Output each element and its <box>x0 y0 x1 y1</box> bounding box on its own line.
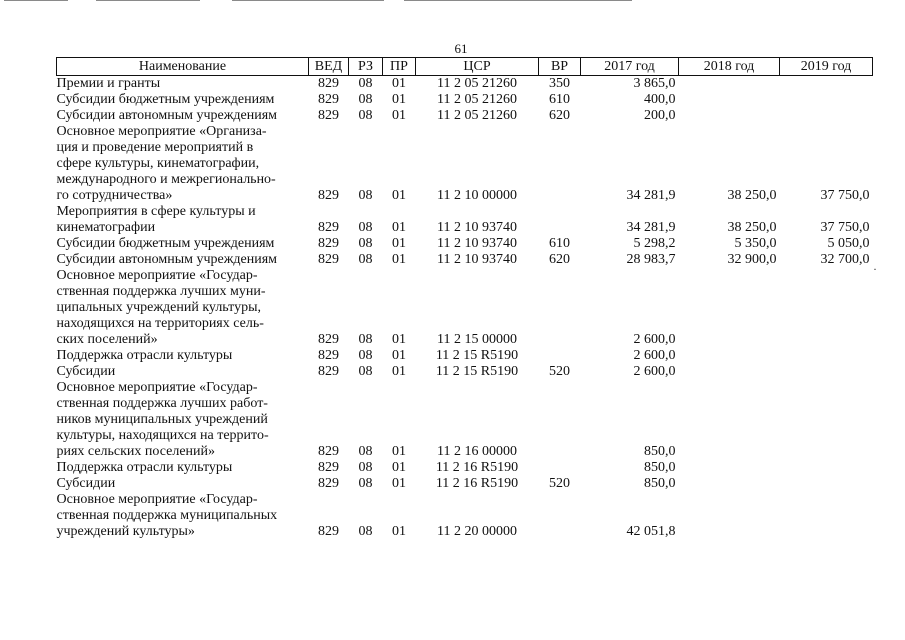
table-body <box>57 76 873 541</box>
cell-pr: 01 <box>392 332 406 347</box>
cell-y2017: 850,0 <box>644 476 676 491</box>
cell-ved: 829 <box>318 188 339 203</box>
cell-y2017: 200,0 <box>644 108 676 123</box>
cell-y2019 <box>780 364 873 380</box>
table-row <box>57 476 873 492</box>
cell-y2017: 400,0 <box>644 92 676 107</box>
budget-table-grid <box>56 57 873 540</box>
stray-mark: · <box>873 262 877 276</box>
cell-y2019 <box>780 492 873 540</box>
cell-ved: 829 <box>318 444 339 459</box>
cell-ved: 829 <box>318 332 339 347</box>
cell-y2018 <box>679 76 780 93</box>
cell-y2019: 37 750,0 <box>820 188 870 203</box>
cell-csr: 11 2 20 00000 <box>437 524 517 539</box>
cell-rz: 08 <box>358 252 373 267</box>
header-2019: 2019 год <box>780 58 873 76</box>
cell-name: Поддержка отрасли культуры <box>56 460 233 475</box>
cell-y2018 <box>679 364 780 380</box>
cell-csr: 11 2 10 00000 <box>437 188 517 203</box>
cell-name: Субсидии бюджетным учреждениям <box>56 236 275 251</box>
page-number: 61 <box>454 41 468 56</box>
header-rz: РЗ <box>349 58 383 76</box>
cell-y2019 <box>780 268 873 348</box>
cell-vr <box>539 124 581 204</box>
cell-name: Основное мероприятие «Государ- ственная поддержка лучших муни- ципальных учреждений культуры, находящихся на территориях сель- ских поселений» <box>56 268 266 347</box>
cell-name: Субсидии бюджетным учреждениям <box>56 92 275 107</box>
cell-y2017: 850,0 <box>644 460 676 475</box>
cell-csr: 11 2 16 R5190 <box>435 476 519 491</box>
table-row <box>57 460 873 476</box>
cell-y2017: 5 298,2 <box>633 236 676 251</box>
cell-ved: 829 <box>318 92 339 107</box>
header-ved: ВЕД <box>309 58 349 76</box>
cell-name: Основное мероприятие «Государ- ственная поддержка муниципальных учреждений культуры» <box>56 492 278 539</box>
cell-pr: 01 <box>392 108 406 123</box>
header-pr: ПР <box>383 58 416 76</box>
table-row <box>57 380 873 460</box>
cell-y2018 <box>679 92 780 108</box>
cell-rz: 08 <box>358 332 373 347</box>
cell-rz: 08 <box>358 364 373 379</box>
table-row <box>57 236 873 252</box>
cell-name: Субсидии автономным учреждениям <box>56 252 278 267</box>
cell-y2017: 2 600,0 <box>633 364 676 379</box>
cell-ved: 829 <box>318 364 339 379</box>
cell-csr: 11 2 05 21260 <box>437 92 517 107</box>
cell-vr <box>539 268 581 348</box>
cell-ved: 829 <box>318 108 339 123</box>
cell-vr <box>539 380 581 460</box>
cell-y2019: 5 050,0 <box>827 236 870 251</box>
cell-y2019 <box>780 108 873 124</box>
cell-y2017: 42 051,8 <box>626 524 676 539</box>
cell-vr: 520 <box>549 364 570 379</box>
cell-y2017: 2 600,0 <box>633 332 676 347</box>
cell-pr: 01 <box>392 364 406 379</box>
header-2017: 2017 год <box>581 58 679 76</box>
cell-vr <box>539 348 581 364</box>
cell-y2017: 28 983,7 <box>626 252 676 267</box>
cell-y2017: 34 281,9 <box>626 220 676 235</box>
cell-ved: 829 <box>318 476 339 491</box>
cell-rz: 08 <box>358 348 373 363</box>
budget-table <box>56 57 872 540</box>
top-rule-left <box>4 0 68 1</box>
cell-y2018: 5 350,0 <box>734 236 777 251</box>
cell-rz: 08 <box>358 108 373 123</box>
cell-name: Субсидии автономным учреждениям <box>56 108 278 123</box>
cell-csr: 11 2 10 93740 <box>437 252 517 267</box>
cell-name: Субсидии <box>56 476 116 491</box>
cell-ved: 829 <box>318 236 339 251</box>
cell-vr: 350 <box>549 76 570 91</box>
cell-y2018 <box>679 108 780 124</box>
table-row <box>57 108 873 124</box>
cell-pr: 01 <box>392 476 406 491</box>
cell-name: Мероприятия в сфере культуры и кинематографии <box>56 204 256 235</box>
cell-pr: 01 <box>392 460 406 475</box>
cell-vr <box>539 460 581 476</box>
cell-rz: 08 <box>358 236 373 251</box>
cell-rz: 08 <box>358 444 373 459</box>
cell-y2017: 850,0 <box>644 444 676 459</box>
cell-pr: 01 <box>392 348 406 363</box>
cell-csr: 11 2 05 21260 <box>437 108 517 123</box>
cell-pr: 01 <box>392 92 406 107</box>
cell-vr: 610 <box>549 92 570 107</box>
header-name: Наименование <box>57 58 309 76</box>
cell-rz: 08 <box>358 188 373 203</box>
cell-name: Поддержка отрасли культуры <box>56 348 233 363</box>
cell-rz: 08 <box>358 476 373 491</box>
cell-y2017: 3 865,0 <box>633 76 676 91</box>
cell-y2018 <box>679 268 780 348</box>
top-rule-mid <box>96 0 200 1</box>
table-row <box>57 252 873 268</box>
header-2018: 2018 год <box>679 58 780 76</box>
header-csr: ЦСР <box>416 58 539 76</box>
cell-vr: 620 <box>549 252 570 267</box>
cell-y2019 <box>780 380 873 460</box>
cell-csr: 11 2 10 93740 <box>437 236 517 251</box>
cell-y2019 <box>780 76 873 93</box>
cell-rz: 08 <box>358 92 373 107</box>
cell-rz: 08 <box>358 220 373 235</box>
cell-vr <box>539 204 581 236</box>
cell-pr: 01 <box>392 188 406 203</box>
cell-y2017: 34 281,9 <box>626 188 676 203</box>
cell-y2018 <box>679 380 780 460</box>
cell-y2018 <box>679 348 780 364</box>
cell-name: Основное мероприятие «Государ- ственная поддержка лучших работ- ников муниципальных учреждений культуры, находящихся на террито- риях сельских поселений» <box>56 380 269 459</box>
cell-ved: 829 <box>318 76 339 91</box>
cell-ved: 829 <box>318 252 339 267</box>
cell-pr: 01 <box>392 444 406 459</box>
cell-pr: 01 <box>392 524 406 539</box>
cell-y2019 <box>780 92 873 108</box>
cell-csr: 11 2 16 00000 <box>437 444 517 459</box>
cell-vr: 610 <box>549 236 570 251</box>
cell-y2019: 32 700,0 <box>820 252 870 267</box>
cell-ved: 829 <box>318 348 339 363</box>
cell-ved: 829 <box>318 220 339 235</box>
cell-y2019 <box>780 460 873 476</box>
table-row <box>57 348 873 364</box>
cell-rz: 08 <box>358 76 373 91</box>
table-row <box>57 204 873 236</box>
cell-csr: 11 2 15 R5190 <box>435 348 519 363</box>
cell-y2019 <box>780 476 873 492</box>
cell-y2018 <box>679 460 780 476</box>
cell-name: Основное мероприятие «Организа- ция и проведение мероприятий в сфере культуры, кинематографии, международного и межрегионально- го сотрудничества» <box>56 124 276 203</box>
cell-y2018: 32 900,0 <box>727 252 777 267</box>
cell-csr: 11 2 15 00000 <box>437 332 517 347</box>
cell-vr: 520 <box>549 476 570 491</box>
table-row <box>57 492 873 540</box>
cell-y2018 <box>679 492 780 540</box>
top-rule-right <box>404 0 632 1</box>
cell-y2018 <box>679 476 780 492</box>
cell-y2019: 37 750,0 <box>820 220 870 235</box>
cell-pr: 01 <box>392 252 406 267</box>
cell-ved: 829 <box>318 524 339 539</box>
top-rule-center <box>232 0 384 1</box>
table-row <box>57 124 873 204</box>
cell-rz: 08 <box>358 524 373 539</box>
cell-y2018: 38 250,0 <box>727 188 777 203</box>
table-row <box>57 364 873 380</box>
cell-ved: 829 <box>318 460 339 475</box>
cell-pr: 01 <box>392 236 406 251</box>
cell-y2018: 38 250,0 <box>727 220 777 235</box>
table-row <box>57 76 873 93</box>
table-row <box>57 92 873 108</box>
cell-y2017: 2 600,0 <box>633 348 676 363</box>
cell-vr: 620 <box>549 108 570 123</box>
cell-pr: 01 <box>392 76 406 91</box>
cell-name: Субсидии <box>56 364 116 379</box>
cell-y2019 <box>780 348 873 364</box>
cell-name: Премии и гранты <box>56 76 161 91</box>
cell-csr: 11 2 10 93740 <box>437 220 517 235</box>
cell-rz: 08 <box>358 460 373 475</box>
cell-pr: 01 <box>392 220 406 235</box>
cell-csr: 11 2 15 R5190 <box>435 364 519 379</box>
header-row <box>57 58 873 76</box>
cell-csr: 11 2 16 R5190 <box>435 460 519 475</box>
cell-vr <box>539 492 581 540</box>
table-row <box>57 268 873 348</box>
cell-csr: 11 2 05 21260 <box>437 76 517 91</box>
header-vr: ВР <box>539 58 581 76</box>
